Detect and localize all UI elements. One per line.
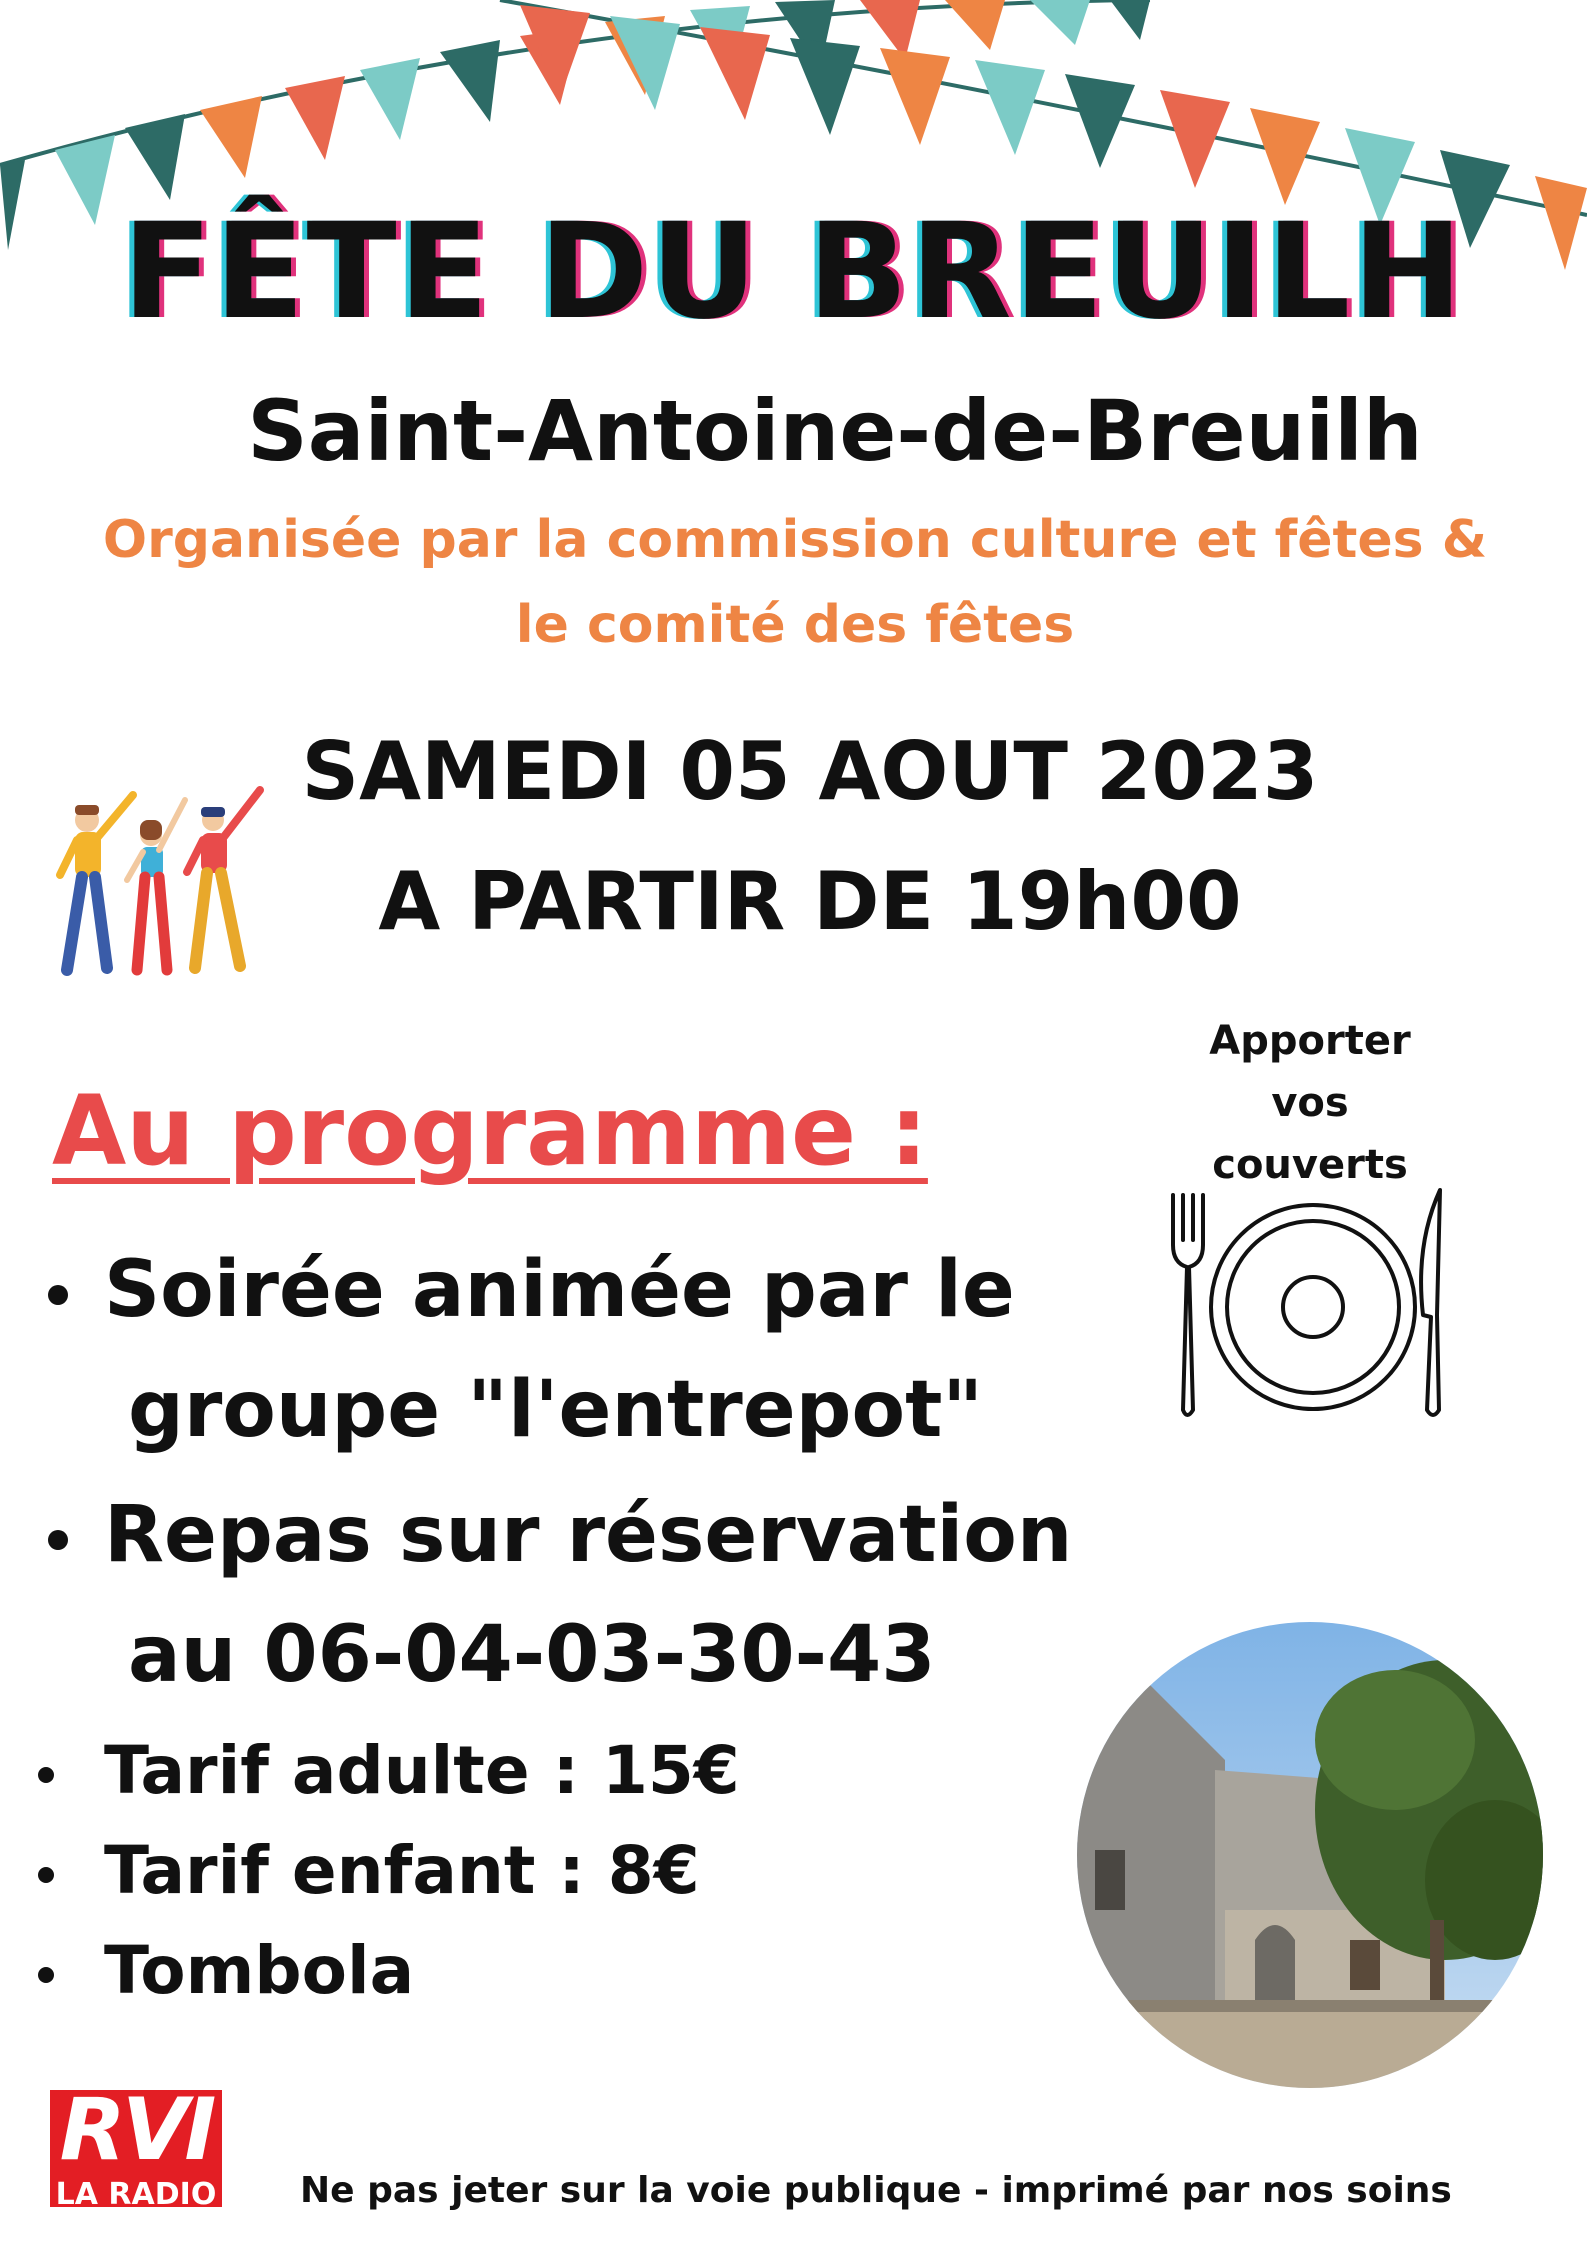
plate-outer [1211, 1205, 1415, 1409]
program-item-tarif-adulte [38, 1732, 740, 1809]
bunting-flag [285, 76, 345, 160]
bunting-flag [1110, 0, 1150, 40]
program-heading: Au programme : [52, 1075, 928, 1187]
church-photo [1075, 1620, 1545, 2090]
program-item-text: Tarif enfant : 8€ [104, 1832, 700, 1909]
program-item-text: Tarif adulte : 15€ [104, 1732, 740, 1809]
program-item-repas [48, 1490, 1072, 1580]
dancers-icon [45, 780, 275, 980]
program-item-soiree [48, 1245, 1015, 1335]
bunting-flag [700, 27, 770, 120]
organizer-line-2: le comité des fêtes [515, 595, 1075, 655]
couverts-line: vos [1271, 1080, 1349, 1126]
dancer-right [187, 790, 260, 968]
plate-center [1283, 1277, 1343, 1337]
bunting-flag [200, 96, 262, 178]
couverts-note [1160, 1010, 1460, 1196]
bunting-flag [975, 60, 1045, 155]
fork-icon [1173, 1195, 1203, 1415]
program-item-soiree-continued: groupe "l'entrepot" [128, 1365, 983, 1455]
couverts-line: couverts [1212, 1142, 1408, 1188]
bullet-dot [48, 1530, 68, 1550]
bunting-flag [125, 114, 185, 200]
location-subtitle: Saint-Antoine-de-Breuilh [247, 382, 1423, 480]
program-item-text: Soirée animée par le [104, 1245, 1015, 1335]
bunting-flag [945, 0, 1005, 50]
knife-icon [1421, 1190, 1440, 1415]
plate-fork-knife-icon [1165, 1185, 1465, 1425]
bullet-dot [38, 1867, 54, 1883]
plate-rim [1227, 1221, 1399, 1393]
time-line: A PARTIR DE 19h00 [378, 855, 1242, 948]
bullet-dot [38, 1767, 54, 1783]
dancer-middle [127, 800, 185, 970]
bunting-flag [440, 40, 500, 122]
bunting-flag [1030, 0, 1090, 45]
program-item-tombola [38, 1932, 414, 2009]
dancer-left [60, 795, 133, 970]
organizer-line-1: Organisée par la commission culture et fêtes & [102, 510, 1488, 570]
bunting-flag [790, 38, 860, 135]
bunting-flag [360, 58, 420, 140]
rvi-logo-text: RVI [59, 2080, 213, 2180]
bunting-flag [880, 48, 950, 145]
program-item-tarif-enfant [38, 1832, 700, 1909]
program-item-repas-phone: au 06-04-03-30-43 [128, 1610, 936, 1700]
program-item-text: Repas sur réservation [104, 1490, 1073, 1580]
couverts-line: Apporter [1209, 1018, 1411, 1064]
rvi-logo-subtitle: LA RADIO [55, 2177, 217, 2212]
page-title: FÊTE DU BREUILH [122, 195, 1465, 349]
date-line: SAMEDI 05 AOUT 2023 [301, 725, 1319, 818]
bullet-dot [48, 1285, 68, 1305]
bullet-dot [38, 1967, 54, 1983]
program-item-text: Tombola [104, 1932, 415, 2009]
bunting-flag [610, 16, 680, 110]
footer-note: Ne pas jeter sur la voie publique - imprimé par nos soins [300, 2170, 1452, 2211]
